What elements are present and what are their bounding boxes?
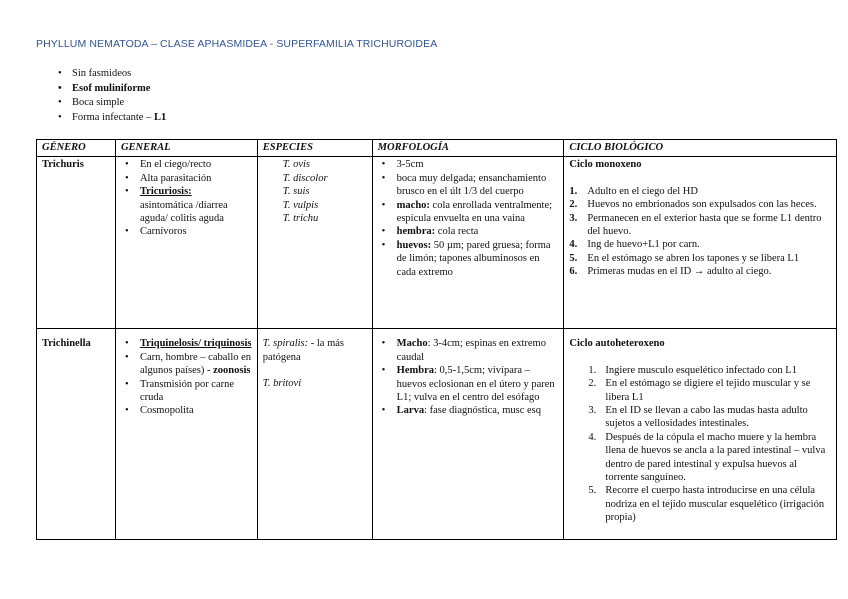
ciclo-cell — [564, 329, 837, 540]
header-general: GENERAL — [115, 140, 257, 157]
list-item: • Sin fasmideos — [58, 67, 166, 82]
list-item: 3. En el ID se llevan a cabo las mudas hasta adulto sujetos a vellosidades intestinales. — [588, 405, 808, 430]
list-item: • Larva: fase diagnóstica, musc esq — [378, 404, 559, 417]
list-item — [58, 111, 166, 126]
ciclo-title: Ciclo monoxeno — [569, 159, 642, 171]
classification-table — [36, 139, 837, 540]
table-row — [37, 329, 837, 540]
species-entry: T. spiralis: - la más patógena — [262, 338, 344, 363]
list-item: • huevos: 50 µm; pared gruesa; forma de limón; tapones albuminosos en cada extremo — [378, 239, 559, 279]
general-cell — [115, 329, 257, 540]
tricuriosis-label: Tricuriosis: — [139, 186, 192, 198]
species-name: T. ovis — [282, 159, 311, 171]
list-item: 4. Después de la cópula el macho muere y la hembra llena de huevos se ancla a la pared intestinal – vulva dentro de pared intestinal y expulsa huevos al torrente sanguíneo. — [588, 431, 826, 484]
species-cell — [257, 157, 372, 329]
tricuriosis-desc: asintomática /diarrea aguda/ colitis aguda — [139, 199, 228, 225]
ciclo-title: Ciclo autoheteroxeno — [569, 338, 665, 350]
list-item: 2. En el estómago se digiere el tejido muscular y se libera L1 — [588, 378, 811, 403]
species-name: T. discolor — [282, 172, 328, 184]
list-item: 1. Adulto en el ciego del HD — [569, 185, 698, 197]
list-item: 4. Ing de huevo+L1 por carn. — [569, 239, 700, 251]
list-item: • Transmisión por carne cruda — [121, 378, 252, 405]
list-item: 3. Permanecen en el exterior hasta que se forme L1 dentro del huevo. — [569, 212, 822, 238]
species-name: T. trichu — [282, 213, 319, 225]
triquinelosis-label: Triquinelosis/ triquinosis — [139, 338, 252, 350]
list-item: • 3-5cm — [378, 158, 559, 171]
morfologia-cell — [372, 157, 564, 329]
list-item: 5. En el estómago se abren los tapones y se libera L1 — [569, 252, 800, 264]
list-item: • boca muy delgada; ensanchamiento brusco en el últ 1/3 del cuerpo — [378, 172, 559, 199]
table-row — [37, 157, 837, 329]
feature-list — [58, 67, 166, 125]
genus-trichuris: Trichuris — [37, 157, 116, 329]
list-item: • Boca simple — [58, 96, 166, 111]
header-genero: GÉNERO — [37, 140, 116, 157]
species-name: T. vulpis — [282, 199, 319, 211]
general-cell — [115, 157, 257, 329]
list-item: • Hembra: 0,5-1,5cm; vivípara – huevos eclosionan en el útero y paren L1; vulva en el centro del esófago — [378, 364, 559, 404]
list-item: 5. Recorre el cuerpo hasta introducirse en una célula nodriza en el tejido muscular esquelético (irrigación propia) — [588, 485, 825, 524]
list-item: 1. Ingiere musculo esquelético infectado con L1 — [588, 364, 797, 376]
species-entry: T. britovi — [262, 378, 302, 390]
list-item: • macho: cola enrollada ventralmente; espícula envuelta en una vaina — [378, 199, 559, 226]
ciclo-cell — [564, 157, 837, 329]
forma-infectante-text: Forma infectante – L1 — [72, 111, 167, 123]
list-item: • Esof muliniforme — [58, 82, 166, 97]
list-item: • Alta parasitación — [121, 172, 252, 185]
page-title: PHYLLUM NEMATODA – CLASE APHASMIDEA - SUPERFAMILIA TRICHUROIDEA — [36, 38, 438, 50]
header-ciclo: CICLO BIOLÓGICO — [564, 140, 837, 157]
header-morfologia: MORFOLOGÍA — [372, 140, 564, 157]
list-item: • Macho: 3-4cm; espinas en extremo caudal — [378, 337, 559, 364]
header-especies: ESPECIES — [257, 140, 372, 157]
table-header-row — [37, 140, 837, 157]
list-item: • hembra: cola recta — [378, 225, 559, 238]
list-item — [121, 337, 252, 350]
list-item: 2. Huevos no embrionados son expulsados con las heces. — [569, 199, 817, 211]
species-name: T. suis — [282, 186, 310, 198]
list-item: • Carn, hombre – caballo en algunos países) - zoonosis — [121, 351, 252, 378]
genus-trichinella: Trichinella — [37, 329, 116, 540]
list-item: • En el ciego/recto — [121, 158, 252, 171]
list-item: • Carnívoros — [121, 225, 252, 238]
species-cell — [257, 329, 372, 540]
list-item: 6. Primeras mudas en el ID → adulto al ciego. — [569, 266, 772, 278]
morfologia-cell — [372, 329, 564, 540]
list-item: • Cosmopolita — [121, 404, 252, 417]
list-item — [121, 185, 252, 225]
